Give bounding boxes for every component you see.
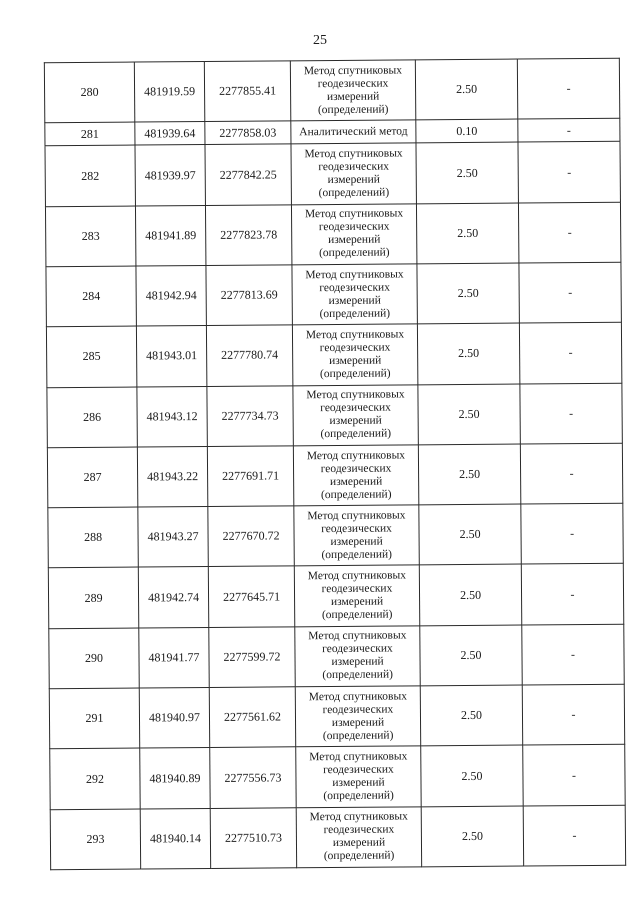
- y-coordinate-cell: 2277556.73: [210, 747, 296, 808]
- note-cell: -: [522, 624, 624, 685]
- x-coordinate-cell: 481941.89: [135, 205, 205, 266]
- method-cell: Метод спутниковых геодезических измерений (определений): [294, 505, 419, 566]
- point-number-cell: 280: [44, 62, 134, 123]
- note-cell: -: [520, 383, 622, 444]
- table-row: [50, 805, 625, 870]
- point-number-cell: 282: [45, 145, 135, 206]
- point-number-cell: 281: [45, 122, 135, 146]
- table-row: [48, 564, 623, 629]
- x-coordinate-cell: 481941.77: [139, 627, 209, 688]
- y-coordinate-cell: 2277599.72: [209, 627, 295, 688]
- accuracy-cell: 0.10: [416, 119, 518, 143]
- point-number-cell: 290: [49, 628, 139, 689]
- note-cell: -: [523, 745, 625, 806]
- x-coordinate-cell: 481942.74: [138, 567, 208, 628]
- y-coordinate-cell: 2277813.69: [206, 265, 292, 326]
- point-number-cell: 283: [45, 206, 135, 267]
- x-coordinate-cell: 481940.14: [140, 808, 210, 869]
- accuracy-cell: 2.50: [420, 685, 522, 746]
- table-row: [49, 624, 624, 689]
- note-cell: -: [523, 805, 625, 866]
- x-coordinate-cell: 481943.27: [138, 507, 208, 568]
- point-number-cell: 287: [47, 447, 137, 508]
- x-coordinate-cell: 481939.64: [135, 122, 205, 146]
- x-coordinate-cell: 481942.94: [136, 266, 206, 327]
- method-cell: Метод спутниковых геодезических измерений (определений): [294, 565, 419, 626]
- note-cell: -: [519, 323, 621, 384]
- table-row: [46, 323, 621, 388]
- accuracy-cell: 2.50: [416, 142, 518, 203]
- y-coordinate-cell: 2277780.74: [206, 325, 292, 386]
- y-coordinate-cell: 2277561.62: [209, 687, 295, 748]
- table-row: [47, 443, 622, 508]
- table-row: [45, 142, 620, 207]
- y-coordinate-cell: 2277855.41: [204, 61, 290, 122]
- coordinates-table: [44, 58, 626, 870]
- x-coordinate-cell: 481943.12: [137, 386, 207, 447]
- y-coordinate-cell: 2277645.71: [208, 566, 294, 627]
- accuracy-cell: 2.50: [419, 504, 521, 565]
- note-cell: -: [521, 503, 623, 564]
- method-cell: Аналитический метод: [291, 120, 416, 144]
- note-cell: -: [520, 443, 622, 504]
- method-cell: Метод спутниковых геодезических измерений (определений): [290, 60, 415, 121]
- table-row: [49, 684, 624, 749]
- accuracy-cell: 2.50: [417, 263, 519, 324]
- method-cell: Метод спутниковых геодезических измерений (определений): [296, 807, 421, 868]
- table-row: [45, 202, 620, 267]
- y-coordinate-cell: 2277858.03: [205, 121, 291, 145]
- accuracy-cell: 2.50: [415, 59, 517, 120]
- point-number-cell: 292: [50, 748, 140, 809]
- method-cell: Метод спутниковых геодезических измерений (определений): [293, 445, 418, 506]
- y-coordinate-cell: 2277842.25: [205, 144, 291, 205]
- y-coordinate-cell: 2277734.73: [207, 385, 293, 446]
- accuracy-cell: 2.50: [418, 444, 520, 505]
- note-cell: -: [522, 684, 624, 745]
- method-cell: Метод спутниковых геодезических измерений (определений): [295, 626, 420, 687]
- coordinates-table-wrapper: [44, 58, 625, 870]
- y-coordinate-cell: 2277670.72: [208, 506, 294, 567]
- accuracy-cell: 2.50: [421, 745, 523, 806]
- point-number-cell: 284: [46, 266, 136, 327]
- method-cell: Метод спутниковых геодезических измерений (определений): [292, 264, 417, 325]
- accuracy-cell: 2.50: [421, 806, 523, 867]
- accuracy-cell: 2.50: [417, 323, 519, 384]
- method-cell: Метод спутниковых геодезических измерений (определений): [292, 324, 417, 385]
- point-number-cell: 289: [48, 568, 138, 629]
- x-coordinate-cell: 481919.59: [134, 62, 204, 123]
- point-number-cell: 285: [46, 326, 136, 387]
- x-coordinate-cell: 481939.97: [135, 145, 205, 206]
- note-cell: -: [521, 564, 623, 625]
- point-number-cell: 288: [48, 507, 138, 568]
- method-cell: Метод спутниковых геодезических измерений (определений): [295, 686, 420, 747]
- table-row: [48, 503, 623, 568]
- accuracy-cell: 2.50: [416, 203, 518, 264]
- x-coordinate-cell: 481943.01: [136, 326, 206, 387]
- table-row: [47, 383, 622, 448]
- note-cell: -: [518, 202, 620, 263]
- x-coordinate-cell: 481940.89: [140, 748, 210, 809]
- table-row: [46, 262, 621, 327]
- method-cell: Метод спутниковых геодезических измерений (определений): [291, 204, 416, 265]
- point-number-cell: 291: [49, 688, 139, 749]
- point-number-cell: 293: [50, 809, 140, 870]
- note-cell: -: [518, 119, 620, 143]
- method-cell: Метод спутниковых геодезических измерений (определений): [293, 384, 418, 445]
- accuracy-cell: 2.50: [419, 565, 521, 626]
- accuracy-cell: 2.50: [418, 384, 520, 445]
- y-coordinate-cell: 2277510.73: [210, 807, 296, 868]
- x-coordinate-cell: 481943.22: [137, 446, 207, 507]
- point-number-cell: 286: [47, 387, 137, 448]
- y-coordinate-cell: 2277691.71: [207, 446, 293, 507]
- note-cell: -: [517, 58, 619, 119]
- table-row: [50, 745, 625, 810]
- note-cell: -: [518, 142, 620, 203]
- method-cell: Метод спутниковых геодезических измерений (определений): [296, 746, 421, 807]
- table-row: [44, 58, 619, 123]
- accuracy-cell: 2.50: [420, 625, 522, 686]
- note-cell: -: [519, 262, 621, 323]
- method-cell: Метод спутниковых геодезических измерений (определений): [291, 143, 416, 204]
- x-coordinate-cell: 481940.97: [139, 688, 209, 749]
- page-number: 25: [313, 33, 327, 48]
- y-coordinate-cell: 2277823.78: [205, 205, 291, 266]
